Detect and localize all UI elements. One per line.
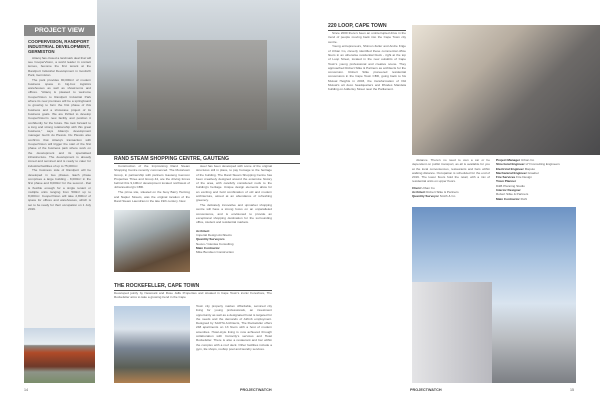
rockefeller-intro: Developed jointly by Newmark and Rose Jaffe Properties and situated in Cape Town's iconic Foreshore, The Rockefeller aims to take a growing trend in the Cape	[114, 291, 272, 300]
page-number: 15	[570, 388, 574, 392]
rand-steam-heading: RAND STEAM SHOPPING CENTRE, GAUTENG	[114, 156, 300, 164]
rockefeller-body: Town city property market. Affordable, serviced city living for young professionals, an investment opportunity as well as a designated hotel is targeted for the needs and the demands of Airbnb employment. Designed by SAOTA Architects, The Rockefeller offers 248 apartments on 13 floors with a host of modern amenities. Hotel-style living is now achieved through collaboration with Curiocity's services and Hotel Rockefeller. There is also a restaurant and bar within the complex with a roof deck. Other facilities include a gym, tile shops, rooftop pool and laundry services.	[196, 304, 272, 351]
loop220-heading: 220 LOOP, CAPE TOWN	[328, 23, 406, 31]
credit-role: Fire Services	[496, 175, 516, 180]
credit-role: Interior Designer	[496, 188, 521, 193]
coopervision-building-photo	[24, 328, 95, 383]
credit-name: Graeber	[527, 170, 540, 175]
paragraph: steel has been developed with some of the original structures still in place, to pay homage to the heritage of the building. The Rand Steam Shopping Centre has been creatively designed around the extensive history of the area, with carefully considered nods to the building's heritage. Unique design elements allow for an exciting and bold combination of old and modern architecture, aimed at an abundance of refreshing greenery.	[196, 164, 272, 203]
loop220-col2	[412, 158, 490, 199]
credit-name: Robert Silke & Partners	[496, 192, 529, 197]
paragraph: Since 2000 there's been an uninterrupted drive in the trend of people moving back into the Cape Town city centre.	[328, 31, 406, 44]
credit-role: Structural Engineer	[496, 162, 525, 167]
paragraph: The business side of Randport will be developed in two phases. Each phase comprises a large building - 8,000m² in the first phase and 8,000m² for the second - that is flexible enough for a single tenant or multiple units ranging from 500m² up to 8,000m². CooperVision will take 2,800m² of space for offices and warehouses, which is set to be ready for their occupation on 1 July 2019.	[28, 168, 91, 211]
rand-steam-exterior-photo	[97, 0, 300, 155]
credit-name: Fire Design	[516, 175, 532, 180]
project-view-sidebar	[24, 25, 95, 383]
credit-name: Maputo	[524, 166, 536, 171]
rand-steam-col2	[196, 164, 272, 254]
rand-steam-interior-photo	[114, 210, 190, 272]
credit-role: Main Contractor	[496, 196, 520, 201]
sidebar-title: COOPERVISION, RANDPORT INDUSTRIAL DEVELOPMENT, GERMISTON	[28, 39, 90, 55]
credits-left	[412, 186, 490, 199]
paragraph: Attacq has closed a landmark deal that will see CooperVision, a world leader in contact lenses, become the first tenant at the Randport Industrial Development in Gosforth Park, Germiston.	[28, 55, 91, 77]
credit-role: Quantity Surveyor	[412, 194, 439, 199]
loop220-interior-photo	[412, 25, 600, 155]
credit-role: Town Planner	[496, 179, 517, 184]
credit-name: D&B Planning Studio	[496, 183, 525, 188]
paragraph: The delicately innovative and upmarket shopping centre will have a strong focus on an unparalleled convenience, and is envisioned to provide an exceptional shopping destination for the surrounding office, student and residential markets.	[196, 203, 272, 225]
paragraph: The park provides 90,000m² of modern business space in big-box logistics warehouses as well as showrooms and offices. "Attacq is pleased to welcome CooperVision to Randport Industrial Park where its new premises will be a springboard to growing to form the first phase of this business and a showcase project of its business goals. We are thrilled to develop CooperVision's new facility and position it confidently for the future. We look forward to a long and strong relationship with this great business," says Attacq's development manager Gerrit du Plessis. Du Plessis also confirms that Attacq's transaction with CooperVision will trigger the start of the first phase of the business park where work on the development and its specialised infrastructure. The development is already zoned and serviced and is ready to cater for industrial facilities of up to 75,000m².	[28, 77, 91, 168]
rockefeller-building-photo	[114, 306, 190, 383]
credit-role: Architect	[412, 190, 426, 195]
credit-name: Nexus / Glenlea Consulting	[196, 241, 234, 246]
credit-name: Mike Bundsen Construction	[196, 250, 234, 255]
paragraph: Construction of the Improvising Rand Steam Shopping Centre recently commenced. The Motortown Group, in partnership with partners Gauteng Gemcon Properties Three and Group 44, are the driving forces behind this 9,100m² development located northwest of Johannesburg's CBD.	[114, 164, 190, 190]
rand-steam-col1	[114, 164, 190, 204]
credit-role: Client	[412, 185, 421, 190]
page-number: 14	[24, 388, 28, 392]
credit-name: RoN	[520, 196, 527, 201]
credit-role: Mechanical Engineer	[496, 170, 527, 175]
credits-right	[496, 158, 576, 201]
sidebar-body	[24, 56, 95, 212]
credit-name: LH Consulting Engineers	[525, 162, 560, 167]
credit-role: Architect	[196, 228, 210, 233]
credit-name: Imperial Design Architects	[196, 232, 232, 237]
paragraph: distance. There's no need to own a car or be dependent on public transport, as all is available for you at the local conveniences, restaurants and bars within walking distance. Occupation is scheduled for the end of 2019. The lower floors hold the retail, with a mix of residential units on upper floors.	[412, 158, 490, 184]
credit-name: Robert Silke & Partners	[426, 190, 459, 195]
credit-name: Smith & Co	[439, 194, 456, 199]
footer-label: PROJECTWATCH	[240, 388, 272, 392]
paragraph: Young entrepreneurs, Shimon Zeller and Andre Krige of Urban Co, cleverly identified these commercial office floors in an otherwise residential block - right at the top of Loop Street, located in the new outskirts of Cape Town's young professional and creative scene. They approached Robert Silke & Partners as architects for the conversion. Robert Silke pioneered residential conversions in the Cape Town CBD, going back to his Mutual Heights in 2003, the transformation of Old Mutual's art deco headquarters and Rhodes Mandela building on Adderley Street near the Parliament.	[328, 44, 406, 92]
credit-name: Urban Co	[520, 158, 535, 162]
section-label: PROJECT VIEW	[24, 25, 95, 36]
loop220-exterior-photo	[412, 207, 576, 383]
loop220-col1	[328, 31, 406, 92]
credit-role: Project Manager	[496, 158, 521, 162]
credit-role: Quantity Surveyors	[196, 237, 225, 242]
paragraph: The prime site, situated on the busy Barry Hertzog and Napier Streets, was the original location of the Rand Steam Laundries in the late 19th century. New	[114, 190, 190, 203]
credits	[196, 229, 272, 255]
rockefeller-heading: THE ROCKEFELLER, CAPE TOWN	[114, 283, 272, 291]
credit-role: Main Contractor	[196, 245, 220, 250]
credit-role: Electrical Engineer	[496, 166, 524, 171]
footer-label: PROJECTWATCH	[410, 388, 442, 392]
credit-name: Urban Co	[421, 185, 435, 190]
